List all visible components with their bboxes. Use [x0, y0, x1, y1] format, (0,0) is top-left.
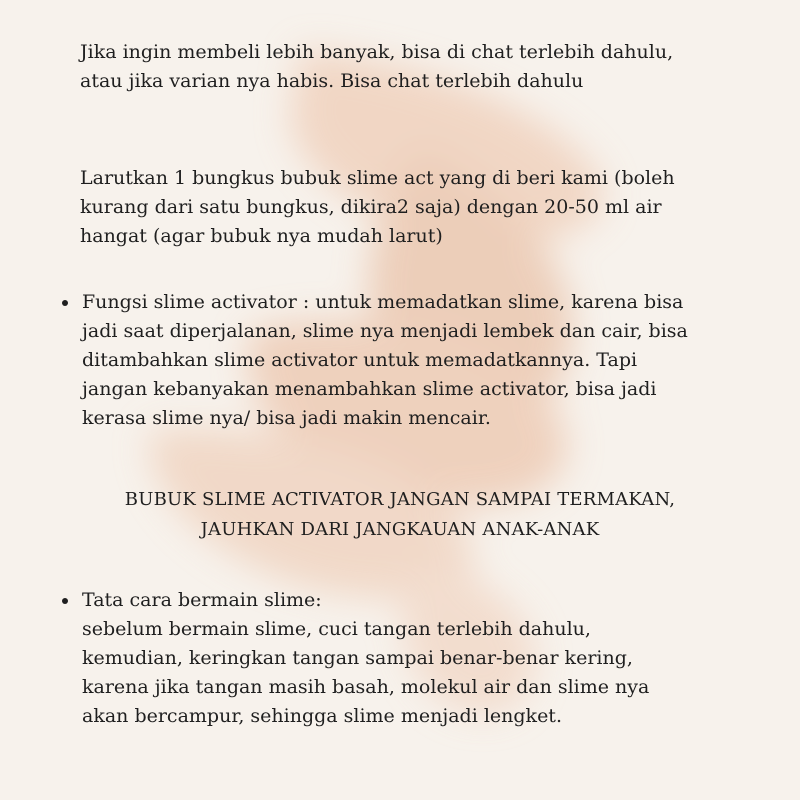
content: Jika ingin membeli lebih banyak, bisa di chat terlebih dahulu, atau jika varian nya habis. Bisa chat terlebih dahulu Larutkan 1 bungkus bubuk slime act yang di beri kami (boleh kurang dari satu bungkus, dikira2 saja) dengan 20-50 ml air hangat (agar bubuk nya mudah larut) Fungsi slime activator : untuk memadatkan slime, karena bisa jadi saat diperjalanan, slime nya menjadi lembek dan cair, bisa ditambahkan slime activator untuk memadatkannya. Tapi jangan kebanyakan menambahkan slime activator, bisa jadi kerasa slime nya/ bisa jadi makin mencair. BUBUK SLIME ACTIVATOR JANGAN SAMPAI TERMAKAN, JAUHKAN DARI JANGKAUAN ANAK-ANAK Tata cara bermain slime: sebelum bermain slime, cuci tangan terlebih dahulu, kemudian, keringkan tangan sampai benar-benar kering, karena jika tangan masih basah, molekul air dan slime nya akan bercampur, sehingga slime menjadi lengket.: [0, 0, 800, 800]
bullet-dot-icon: [62, 300, 68, 306]
bullet-dot-icon: [62, 598, 68, 604]
intro-paragraph: Jika ingin membeli lebih banyak, bisa di chat terlebih dahulu, atau jika varian nya habis. Bisa chat terlebih dahulu: [80, 41, 674, 92]
warning-notice: BUBUK SLIME ACTIVATOR JANGAN SAMPAI TERMAKAN, JAUHKAN DARI JANGKAUAN ANAK-ANAK: [124, 489, 676, 540]
dissolve-paragraph: Larutkan 1 bungkus bubuk slime act yang di beri kami (boleh kurang dari satu bungkus, dikira2 saja) dengan 20-50 ml air hangat (agar bubuk nya mudah larut): [80, 167, 675, 247]
